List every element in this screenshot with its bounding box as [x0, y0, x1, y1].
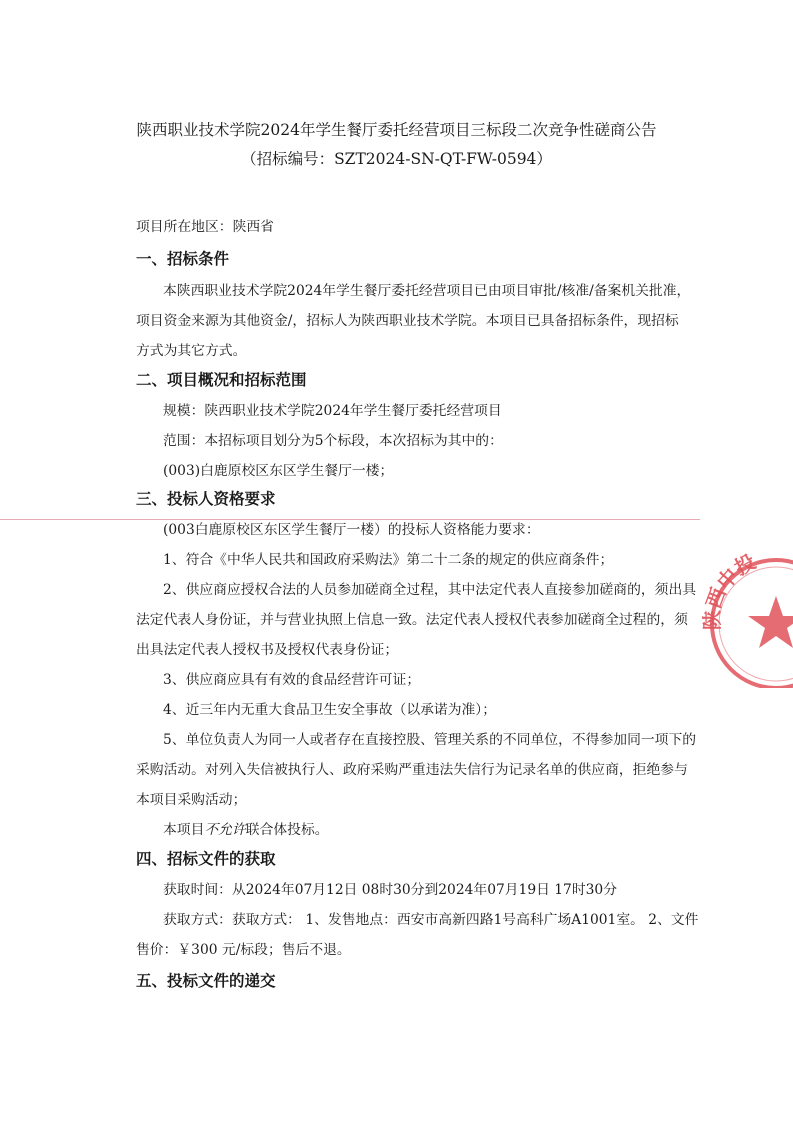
section-heading-4: 四、招标文件的获取: [136, 850, 276, 868]
joint-bid-emphasis: 不允许: [204, 822, 246, 838]
paragraph-line: 售价：￥300 元/标段；售后不退。: [136, 942, 351, 958]
paragraph-line: 3、供应商应具有有效的食品经营许可证；: [163, 672, 421, 688]
tender-number: （招标编号：SZT2024-SN-QT-FW-0594）: [241, 150, 552, 168]
paragraph-line: 法定代表人身份证，并与营业执照上信息一致。法定代表人授权代表参加磋商全过程的，须: [136, 612, 688, 628]
section-heading-3: 三、投标人资格要求: [136, 490, 276, 508]
joint-bid-prefix: 本项目: [163, 822, 205, 838]
paragraph-line: (003)白鹿原校区东区学生餐厅一楼；: [163, 463, 394, 479]
seal-text: 陕西中投: [700, 549, 760, 631]
section-heading-5: 五、投标文件的递交: [136, 972, 276, 990]
paragraph-line: 获取方式：获取方式： 1、发售地点：西安市高新四路1号高科广场A1001室。 2、文件: [163, 912, 699, 928]
paragraph-line: 获取时间：从2024年07月12日 08时30分到2024年07月19日 17时30分: [163, 882, 617, 898]
scan-divider-line: [0, 519, 700, 520]
official-seal-icon: [700, 548, 793, 688]
section-heading-1: 一、招标条件: [136, 250, 230, 268]
project-region: 项目所在地区：陕西省: [136, 219, 274, 235]
paragraph-line: 4、近三年内无重大食品卫生安全事故（以承诺为准）；: [163, 702, 497, 718]
paragraph-line: 出具法定代表人授权书及授权代表身份证；: [136, 642, 399, 658]
paragraph-line: 规模：陕西职业技术学院2024年学生餐厅委托经营项目: [163, 403, 502, 419]
paragraph-line: 方式为其它方式。: [136, 343, 247, 359]
paragraph-line: 2、供应商应授权合法的人员参加磋商全过程，其中法定代表人直接参加磋商的，须出具: [163, 582, 697, 598]
svg-text:陕西中投: [700, 549, 759, 630]
paragraph-line: 1、符合《中华人民共和国政府采购法》第二十二条的规定的供应商条件；: [163, 552, 614, 568]
document-title: 陕西职业技术学院2024年学生餐厅委托经营项目三标段二次竞争性磋商公告: [136, 121, 657, 139]
paragraph-line: 本陕西职业技术学院2024年学生餐厅委托经营项目已由项目审批/核准/备案机关批准，: [163, 283, 691, 299]
paragraph-line: 本项目采购活动；: [136, 792, 247, 808]
joint-bid-suffix: 联合体投标。: [245, 822, 329, 838]
joint-bid-statement: [163, 821, 329, 839]
paragraph-line: 采购活动。对列入失信被执行人、政府采购严重违法失信行为记录名单的供应商，拒绝参与: [136, 762, 688, 778]
paragraph-line: 项目资金来源为其他资金/，招标人为陕西职业技术学院。本项目已具备招标条件，现招标: [136, 313, 679, 329]
section-heading-2: 二、项目概况和招标范围: [136, 371, 307, 389]
paragraph-line: 范围：本招标项目划分为5个标段，本次招标为其中的：: [163, 433, 503, 449]
paragraph-line: 5、单位负责人为同一人或者存在直接控股、管理关系的不同单位，不得参加同一项下的: [163, 732, 697, 748]
paragraph-line: (003白鹿原校区东区学生餐厅一楼）的投标人资格能力要求：: [163, 522, 540, 538]
